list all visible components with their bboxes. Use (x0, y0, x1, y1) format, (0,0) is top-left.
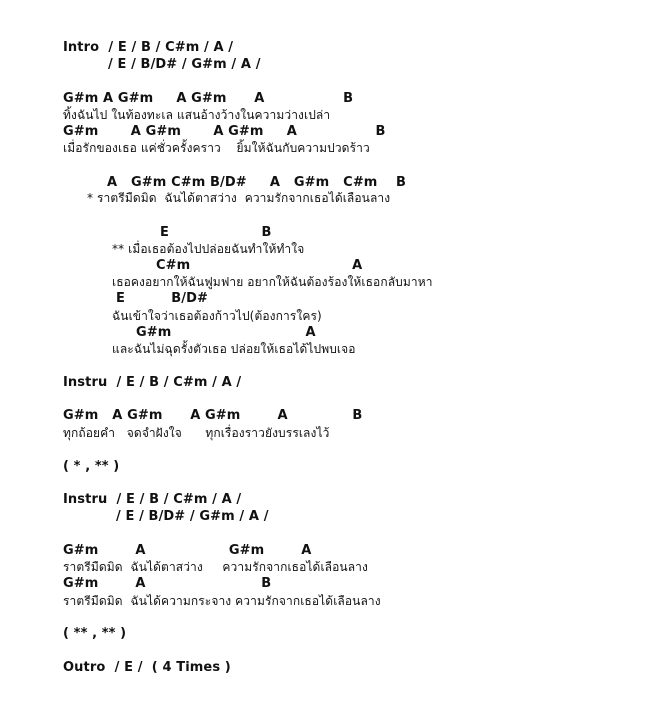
chorus3-chords-1: G#m A G#m A (63, 543, 312, 558)
chorus3-lyrics-1: ราตรีมืดมิด ฉันได้ตาสว่าง ความรักจากเธอได้เลือนลาง (63, 560, 368, 574)
chorus2-chords-2: C#m A (156, 258, 363, 273)
instru-line: Instru / E / B / C#m / A / (63, 375, 242, 390)
chorus2-lyrics-2: เธอคงอยากให้ฉันฟูมฟาย อยากให้ฉันต้องร้องให้เธอกลับมาหา (112, 275, 433, 289)
chorus1-chords: A G#m C#m B/D# A G#m C#m B (107, 175, 406, 190)
chorus1-lyrics: * ราตรีมืดมิด ฉันได้ตาสว่าง ความรักจากเธอได้เลือนลาง (87, 191, 391, 205)
verse1-lyrics-1: ทิ้งฉันไป ในท้องทะเล แสนอ้างว้างในความว่างเปล่า (63, 108, 331, 122)
chorus2-lyrics-1: ** เมื่อเธอต้องไปปล่อยฉันทำให้ทำใจ (112, 242, 305, 256)
verse1-chords-1: G#m A G#m A G#m A B (63, 91, 354, 106)
instru2-line-2: / E / B/D# / G#m / A / (116, 509, 269, 524)
verse2-lyrics: ทุกถ้อยคำ จดจำฝังใจ ทุกเรื่องราวยังบรรเลงไว้ (63, 426, 330, 440)
chorus2-lyrics-3: ฉันเข้าใจว่าเธอต้องก้าวไป(ต้องการใคร) (112, 309, 322, 323)
verse1-chords-2: G#m A G#m A G#m A B (63, 124, 386, 139)
repeat-marker-1: ( * , ** ) (63, 459, 120, 474)
outro-line: Outro / E / ( 4 Times ) (63, 660, 231, 675)
verse1-lyrics-2: เมื่อรักของเธอ แค่ชั่วครั้งคราว ยิ้มให้ฉันกับความปวดร้าว (63, 141, 370, 155)
chorus2-chords-1: E B (160, 225, 272, 240)
repeat-marker-2: ( ** , ** ) (63, 626, 127, 641)
chorus2-lyrics-4: และฉันไม่ฉุดรั้งตัวเธอ ปล่อยให้เธอได้ไปพบเจอ (112, 342, 356, 356)
instru2-line-1: Instru / E / B / C#m / A / (63, 492, 242, 507)
chorus3-chords-2: G#m A B (63, 576, 272, 591)
intro-line-1: Intro / E / B / C#m / A / (63, 40, 234, 55)
verse2-chords: G#m A G#m A G#m A B (63, 408, 363, 423)
intro-line-2: / E / B/D# / G#m / A / (108, 57, 261, 72)
chorus3-lyrics-2: ราตรีมืดมิด ฉันได้ความกระจาง ความรักจากเธอได้เลือนลาง (63, 594, 381, 608)
chorus2-chords-3: E B/D# (116, 291, 208, 306)
chorus2-chords-4: G#m A (136, 325, 316, 340)
